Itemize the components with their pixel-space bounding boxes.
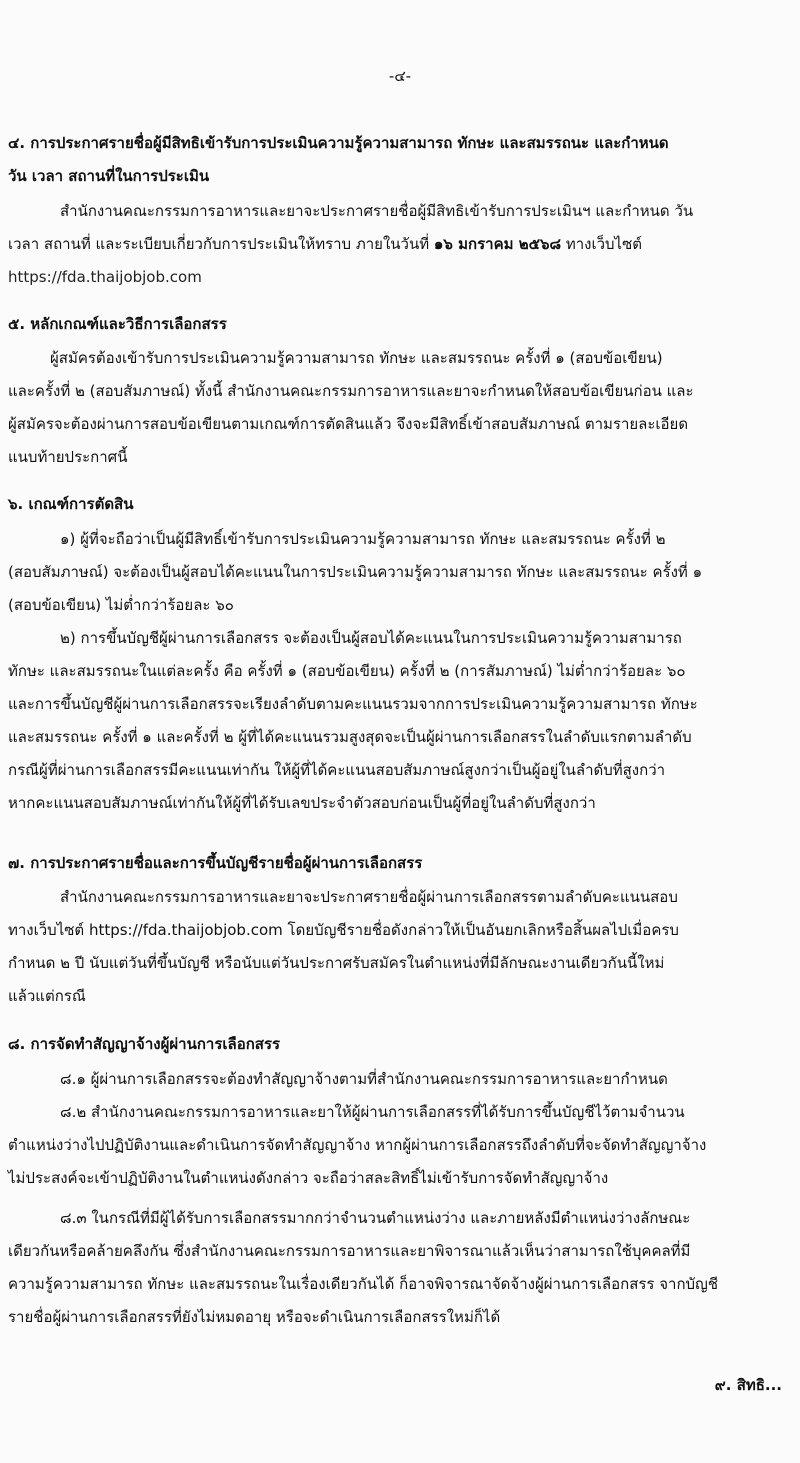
section-8-heading: ๘. การจัดทำสัญญาจ้างผู้ผ่านการเลือกสรร <box>8 1035 281 1053</box>
section-8-3-line-1: ๘.๓ ในกรณีที่มีผู้ได้รับการเลือกสรรมากกว่าจำนวนตำแหน่งว่าง และภายหลังมีตำแหน่งว่างลักษณะ <box>60 1209 691 1227</box>
section-8-3-line-2: เดียวกันหรือคล้ายคลึงกัน ซึ่งสำนักงานคณะกรรมการอาหารและยาพิจารณาแล้วเห็นว่าสามารถใช้บุคคลที่มี <box>8 1242 691 1260</box>
section-6-item-1-line-1: ๑) ผู้ที่จะถือว่าเป็นผู้มีสิทธิ์เข้ารับการประเมินความรู้ความสามารถ ทักษะ และสมรรถนะ ครั้งที่ ๒ <box>60 530 666 548</box>
announcement-date: ๑๖ มกราคม ๒๕๖๘ <box>433 235 562 253</box>
text: ทางเว็บไซต์ <box>561 235 643 253</box>
section-4-heading-line-1: ๔. การประกาศรายชื่อผู้มีสิทธิเข้ารับการประเมินความรู้ความสามารถ ทักษะ และสมรรถนะ และกำหนด <box>8 134 669 152</box>
section-6-heading: ๖. เกณฑ์การตัดสิน <box>8 495 134 513</box>
website-link[interactable]: https://fda.thaijobjob.com <box>8 268 202 286</box>
section-7-heading: ๗. การประกาศรายชื่อและการขึ้นบัญชีรายชื่อผู้ผ่านการเลือกสรร <box>8 854 423 872</box>
section-6-item-2-line-4: และสมรรถนะ ครั้งที่ ๑ และครั้งที่ ๒ ผู้ที่ได้คะแนนรวมสูงสุดจะเป็นผู้ผ่านการเลือกสรรในลำดับแรกตามลำดับ <box>8 728 692 746</box>
section-6-item-2-line-1: ๒) การขึ้นบัญชีผู้ผ่านการเลือกสรร จะต้องเป็นผู้สอบได้คะแนนในการประเมินความรู้ความสามารถ <box>60 629 682 647</box>
section-6-item-1-line-2: (สอบสัมภาษณ์) จะต้องเป็นผู้สอบได้คะแนนในการประเมินความรู้ความสามารถ ทักษะ และสมรรถนะ ครั้งที่ ๑ <box>8 563 703 581</box>
section-7-line-4: แล้วแต่กรณี <box>8 987 86 1005</box>
text: เวลา สถานที่ และระเบียบเกี่ยวกับการประเมินให้ทราบ ภายในวันที่ <box>8 235 434 253</box>
section-7-line-2: ทางเว็บไซต์ https://fda.thaijobjob.com โดยบัญชีรายชื่อดังกล่าวให้เป็นอันยกเลิกหรือสิ้นผลไปเมื่อครบ <box>8 921 679 939</box>
section-5-line-2: และครั้งที่ ๒ (สอบสัมภาษณ์) ทั้งนี้ สำนักงานคณะกรรมการอาหารและยาจะกำหนดให้สอบข้อเขียนก่อน และ <box>8 382 694 400</box>
section-7-line-1: สำนักงานคณะกรรมการอาหารและยาจะประกาศรายชื่อผู้ผ่านการเลือกสรรตามลำดับคะแนนสอบ <box>60 888 678 906</box>
section-7-line-3: กำหนด ๒ ปี นับแต่วันที่ขึ้นบัญชี หรือนับแต่วันประกาศรับสมัครในตำแหน่งที่มีลักษณะงานเดียวกันนี้ใหม่ <box>8 954 665 972</box>
section-5-line-4: แนบท้ายประกาศนี้ <box>8 448 128 466</box>
section-4-paragraph-line-1: สำนักงานคณะกรรมการอาหารและยาจะประกาศรายชื่อผู้มีสิทธิเข้ารับการประเมินฯ และกำหนด วัน <box>60 202 694 220</box>
continuation-footer: ๙. สิทธิ... <box>714 1376 782 1394</box>
section-8-1-line-1: ๘.๑ ผู้ผ่านการเลือกสรรจะต้องทำสัญญาจ้างตามที่สำนักงานคณะกรรมการอาหารและยากำหนด <box>60 1070 668 1088</box>
section-6-item-2-line-5: กรณีผู้ที่ผ่านการเลือกสรรมีคะแนนเท่ากัน ให้ผู้ที่ได้คะแนนสอบสัมภาษณ์สูงกว่าเป็นผู้อยู่ในลำดับที่สูงกว่า <box>8 761 666 779</box>
section-6-item-2-line-6: หากคะแนนสอบสัมภาษณ์เท่ากันให้ผู้ที่ได้รับเลขประจำตัวสอบก่อนเป็นผู้ที่อยู่ในลำดับที่สูงกว่า <box>8 794 596 812</box>
section-5-heading: ๕. หลักเกณฑ์และวิธีการเลือกสรร <box>8 315 227 333</box>
section-4-heading-line-2: วัน เวลา สถานที่ในการประเมิน <box>8 167 210 185</box>
section-8-2-line-2: ตำแหน่งว่างไปปฏิบัติงานและดำเนินการจัดทำสัญญาจ้าง หากผู้ผ่านการเลือกสรรถึงลำดับที่จะจัดทำสัญญาจ้าง <box>8 1136 707 1154</box>
section-8-3-line-4: รายชื่อผู้ผ่านการเลือกสรรที่ยังไม่หมดอายุ หรือจะดำเนินการเลือกสรรใหม่ก็ได้ <box>8 1308 501 1326</box>
section-6-item-1-line-3: (สอบข้อเขียน) ไม่ต่ำกว่าร้อยละ ๖๐ <box>8 596 234 614</box>
section-4-paragraph-line-2 <box>8 234 642 254</box>
section-8-2-line-3: ไม่ประสงค์จะเข้าปฏิบัติงานในตำแหน่งดังกล่าว จะถือว่าสละสิทธิ์ไม่เข้ารับการจัดทำสัญญาจ้าง <box>8 1169 609 1187</box>
section-6-item-2-line-2: ทักษะ และสมรรถนะในแต่ละครั้ง คือ ครั้งที่ ๑ (สอบข้อเขียน) ครั้งที่ ๒ (การสัมภาษณ์) ไม่ต่ำกว่าร้อยละ ๖๐ <box>8 662 686 680</box>
section-8-2-line-1: ๘.๒ สำนักงานคณะกรรมการอาหารและยาให้ผู้ผ่านการเลือกสรรที่ได้รับการขึ้นบัญชีไว้ตามจำนวน <box>60 1103 685 1121</box>
section-6-item-2-line-3: และการขึ้นบัญชีผู้ผ่านการเลือกสรรจะเรียงลำดับตามคะแนนรวมจากการประเมินความรู้ความสามารถ ทักษะ <box>8 695 698 713</box>
page-number: -๔- <box>388 67 412 85</box>
section-8-3-line-3: ความรู้ความสามารถ ทักษะ และสมรรถนะในเรื่องเดียวกันได้ ก็อาจพิจารณาจัดจ้างผู้ผ่านการเลือกสรร จากบัญชี <box>8 1275 719 1293</box>
section-5-line-1: ผู้สมัครต้องเข้ารับการประเมินความรู้ความสามารถ ทักษะ และสมรรถนะ ครั้งที่ ๑ (สอบข้อเขียน) <box>50 349 663 367</box>
section-5-line-3: ผู้สมัครจะต้องผ่านการสอบข้อเขียนตามเกณฑ์การตัดสินแล้ว จึงจะมีสิทธิ์เข้าสอบสัมภาษณ์ ตามรายละเอียด <box>8 415 689 433</box>
